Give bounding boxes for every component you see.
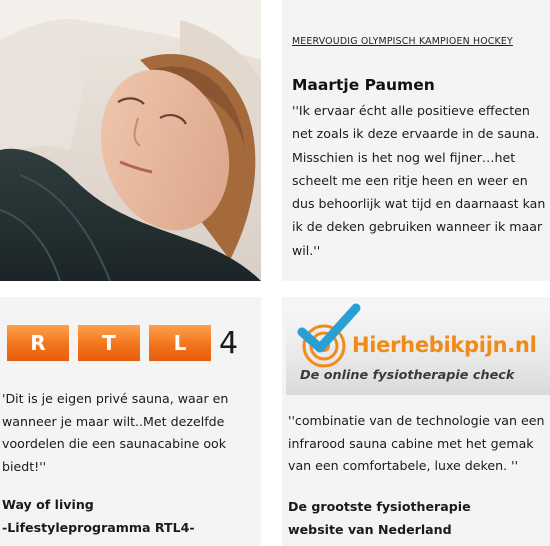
rtl4-logo — [7, 325, 238, 361]
testimonial-card-fysio — [282, 297, 550, 546]
hierhebikpijn-name: Hierhebikpijn.nl — [352, 333, 537, 357]
rtl-logo-block-l: L — [149, 325, 211, 361]
rtl-source — [2, 494, 195, 539]
rtl-logo-number: 4 — [219, 325, 239, 361]
rtl-source-line2: -Lifestyleprogramma RTL4- — [2, 519, 195, 535]
fysio-source-line2: website van Nederland — [288, 521, 452, 537]
hierhebikpijn-logo — [286, 302, 550, 395]
rtl-logo-block-t: T — [78, 325, 140, 361]
testimonial-card-rtl4 — [0, 297, 261, 546]
fysio-quote: ''combinatie van de technologie van een infrarood sauna cabine met het gemak van een comfortabele, luxe deken. '' — [288, 413, 545, 474]
testimonial-card-paumen — [282, 0, 550, 281]
testimonial-quote: ''Ik ervaar écht alle positieve effecten net zoals ik deze ervaarde in de sauna. Misschien is het nog wel fijner…het scheelt me een ritje heen en weer en dus behoorlijk wat tijd en daarnaast kan ik de deken gebruiken wanneer ik maar wil.'' — [292, 103, 546, 258]
fysio-source-line1: De grootste fysiotherapie — [288, 499, 471, 514]
rtl-source-line1: Way of living — [2, 497, 94, 512]
hierhebikpijn-tagline: De online fysiotherapie check — [300, 368, 515, 383]
testimonial-photo — [0, 0, 261, 281]
fysio-source — [288, 496, 471, 541]
rtl-quote: 'Dit is je eigen privé sauna, waar en wanneer je maar wilt..Met dezelfde voordelen die een saunacabine ook biedt!'' — [2, 391, 229, 474]
testimonial-name: Maartje Paumen — [292, 76, 435, 94]
rtl-logo-block-r: R — [7, 325, 69, 361]
testimonial-kicker: MEERVOUDIG OLYMPISCH KAMPIOEN HOCKEY — [292, 36, 513, 47]
woman-relaxing-photo — [0, 0, 261, 281]
